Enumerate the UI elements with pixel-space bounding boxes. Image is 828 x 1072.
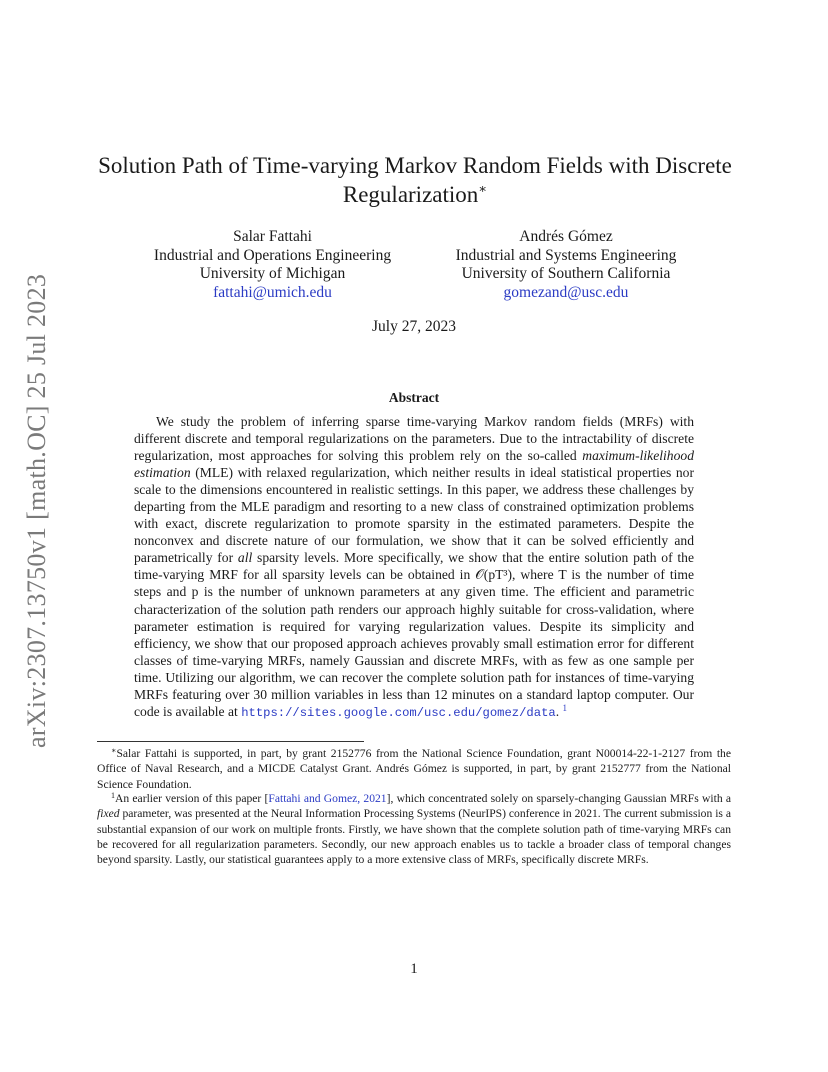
abstract-italic-term: all [237,550,253,566]
footnote-text: parameter, was presented at the Neural Information Processing Systems (NeurIPS) conference in 2021. The current submission is a substantial expansion of our work on multiple fronts. Firstly, we have shown that the complete solution path of time-varying MRFs can be recovered for all regularization parameters. Secondly, our new approach enables us to tackle a broader class of temporal changes beyond sparsity. Lastly, our statistical guarantees apply to a more extensive class of MRFs, specifically discrete MRFs. [97,807,731,867]
footnote-ref-link[interactable]: 1 [562,702,568,713]
paper-title-text: Solution Path of Time-varying Markov Random Fields with Discrete Regularization [98,153,732,207]
author-department: Industrial and Operations Engineering [153,246,392,264]
footnote-text: ], which concentrated solely on sparsely-changing Gaussian MRFs with a [386,792,731,805]
footnote-marker: ∗ [111,746,117,755]
citation-link[interactable]: Fattahi and Gomez, 2021 [268,792,387,805]
arxiv-sidebar-stamp: arXiv:2307.13750v1 [math.OC] 25 Jul 2023 [22,273,51,748]
author-block-1 [120,228,425,302]
author-name: Andrés Gómez [519,228,613,245]
abstract-body [134,413,694,722]
abstract-text: . [555,703,560,719]
title-footnote-marker: ∗ [478,181,488,196]
author-email-link[interactable]: fattahi@umich.edu [213,283,332,301]
author-department: Industrial and Systems Engineering [455,246,677,264]
author-institution: University of Southern California [461,265,671,282]
abstract-italic-term: maximum-likelihood estimation [134,448,694,481]
page-number: 1 [410,961,418,977]
footnote-marker: 1 [111,791,115,800]
footnote-text: Salar Fattahi is supported, in part, by grant 2152776 from the National Science Foundation, grant N00014-22-1-2127 from the Office of Naval Research, and a MICDE Catalyst Grant. Andrés Gómez is supported, in part, by grant 2152777 from the National Science Foundation. [97,747,731,791]
footnote-funding [97,746,731,792]
author-email-link[interactable]: gomezand@usc.edu [503,283,629,301]
footnote-divider [97,741,364,742]
paper-title [80,151,750,209]
author-institution: University of Michigan [199,265,346,282]
abstract-heading: Abstract [388,390,440,405]
abstract-text: sparsity levels. More specifically, we show that the entire solution path of the time-varying MRF for all sparsity levels can be obtained in 𝒪(pT³), where T is the number of time steps and p is the number of unknown parameters at any given time. The efficient and parametric characterization of the solution path renders our approach highly suitable for cross-validation, where parameter estimation is required for varying regularization values. Despite its simplicity and efficiency, we show that our proposed approach achieves provably small estimation error for different classes of time-varying MRFs, namely Gaussian and discrete MRFs, with as few as one sample per time. Utilizing our algorithm, we can recover the complete solution path for instances of time-varying MRFs featuring over 30 million variables in less than 12 minutes on a standard laptop computer. Our code is available at [134,550,694,719]
author-name: Salar Fattahi [233,228,312,245]
code-url-link[interactable]: https://sites.google.com/usc.edu/gomez/data [241,705,556,720]
author-block-2 [420,228,712,302]
abstract-text: We study the problem of inferring sparse time-varying Markov random fields (MRFs) with different discrete and temporal regularizations on the parameters. Due to the intractability of discrete regularization, most approaches for solving this problem rely on the so-called [134,414,694,464]
paper-date: July 27, 2023 [372,318,456,335]
footnote-text: An earlier version of this paper [ [115,792,269,805]
footnote-earlier-version [97,791,731,867]
abstract-text: (MLE) with relaxed regularization, which neither results in ideal statistical properties nor scale to the dimensions encountered in realistic settings. In this paper, we address these challenges by departing from the MLE paradigm and resorting to a new class of constrained optimization problems with exact, discrete regularization to promote sparsity in the estimated parameters. Despite the nonconvex and discrete nature of our formulation, we show that it can be solved efficiently and parametrically for [134,465,694,566]
footnote-italic-term: fixed [97,807,120,821]
